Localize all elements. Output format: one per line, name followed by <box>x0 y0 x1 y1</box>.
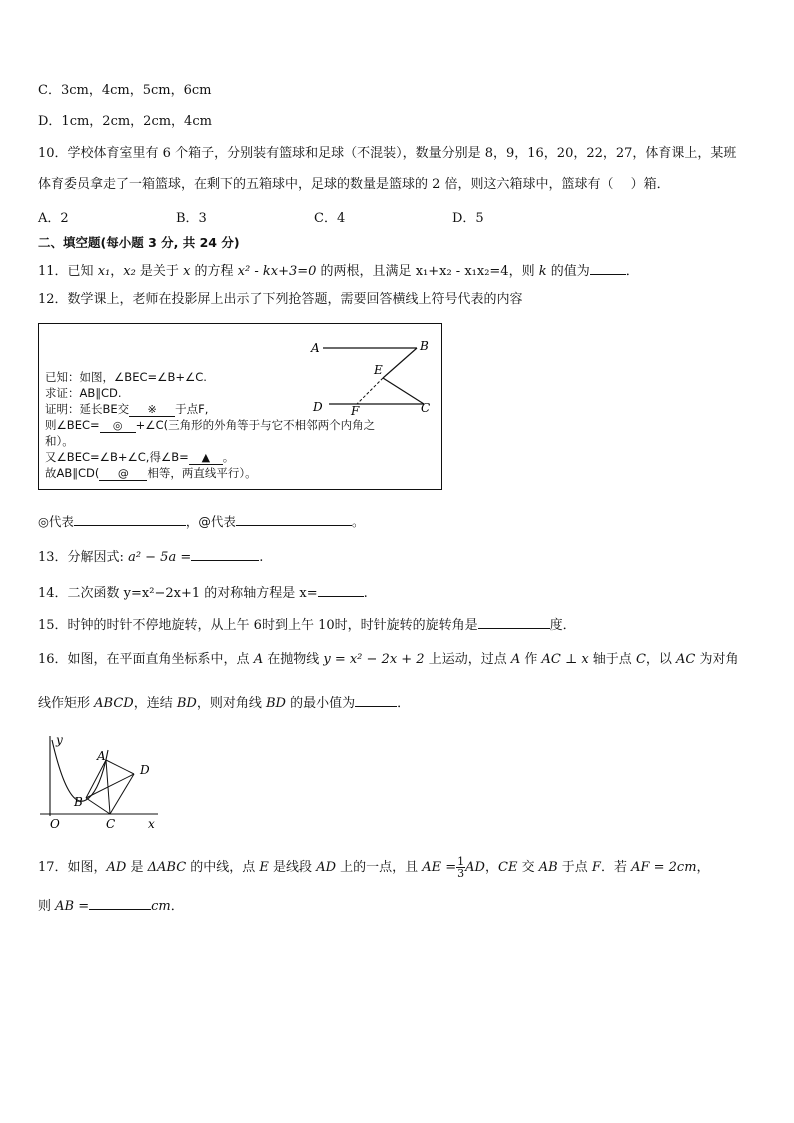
q17-segment-ab: AB <box>538 860 558 875</box>
q16-text: 线作矩形 <box>38 696 95 711</box>
q17-text: ， <box>696 860 710 875</box>
answer-end: 。 <box>351 514 365 529</box>
proof-prove: 求证：AB∥CD. <box>45 386 122 400</box>
q17-fraction <box>456 856 465 879</box>
q17-line-2 <box>38 895 184 916</box>
proof-text: 故AB∥CD( <box>45 466 100 480</box>
answer-blank[interactable] <box>89 895 151 910</box>
q11-text: 的值为 <box>546 264 590 279</box>
line-be <box>383 348 417 378</box>
q9-option-d: D．1cm，2cm，2cm，4cm <box>38 114 212 129</box>
proof-step-3 <box>45 450 234 465</box>
q17-triangle: ΔABC <box>147 860 187 875</box>
q16-text: ，则对角线 <box>196 696 266 711</box>
answer-blank-at[interactable] <box>236 511 352 526</box>
q16-segment-bd: BD <box>176 696 197 711</box>
label-f: F <box>351 404 360 418</box>
q11-text: 的方程 <box>190 264 238 279</box>
answer-blank[interactable] <box>318 582 364 597</box>
q11-x2: x₂ <box>123 264 136 279</box>
q11-sep: ， <box>110 264 124 279</box>
q17-end: ． <box>170 899 184 914</box>
q17-text: 是线段 <box>268 860 317 875</box>
proof-step-1 <box>45 402 208 417</box>
q17-af: AF = 2cm <box>631 860 697 875</box>
line-ef-dashed <box>357 378 383 404</box>
proof-text: +∠C(三角形的外角等于与它不相邻两个内角之 <box>135 418 376 432</box>
q16-parabola: y = x² − 2x + 2 <box>323 652 425 667</box>
q17-text: 则 <box>38 899 56 914</box>
proof-text: 则∠BEC= <box>45 418 100 432</box>
q17-segment-ad: AD <box>106 860 127 875</box>
answer-blank[interactable] <box>191 546 259 561</box>
q15 <box>38 614 576 635</box>
q17-text: 交 <box>517 860 539 875</box>
q16-line-2 <box>38 692 410 713</box>
q17-segment-ad: AD <box>316 860 336 875</box>
q10-line-1: 10．学校体育室里有 6 个箱子，分别装有篮球和足球（不混装），数量分别是 8，9，16，20，22，27，体育课上，某班 <box>38 146 737 161</box>
blank-symbol-circle: ◎ <box>100 419 136 433</box>
q16-segment-bd: BD <box>265 696 286 711</box>
q11-text: 是关于 <box>135 264 184 279</box>
q17-text: 于点 <box>557 860 592 875</box>
q17-ab: AB = <box>55 899 90 914</box>
blank-symbol-at: @ <box>99 467 147 481</box>
q16-text: 16．如图，在平面直角坐标系中，点 <box>38 652 254 667</box>
q16-text: 上运动，过点 <box>424 652 511 667</box>
q16-line-1 <box>38 651 739 669</box>
q17-segment-ad: AD <box>465 860 485 875</box>
q17-text: 上的一点，且 <box>336 860 423 875</box>
q17-point-f: F <box>591 860 601 875</box>
answer-label: ◎代表 <box>38 514 74 529</box>
q14-end: . <box>363 586 368 601</box>
q17-unit: cm <box>151 899 171 914</box>
q10-option-a: A．2 <box>38 211 69 226</box>
q17-text: 是 <box>126 860 148 875</box>
line-ec <box>383 378 424 404</box>
q10-option-c: C．4 <box>314 211 346 226</box>
q16-text: 在抛物线 <box>263 652 324 667</box>
q17-ae: AE = <box>422 860 457 875</box>
q9-option-c: C．3cm，4cm，5cm，6cm <box>38 83 212 98</box>
q13-end: . <box>259 550 264 565</box>
label-e: E <box>374 363 383 377</box>
q16-text: 作 <box>520 652 542 667</box>
fraction-numerator: 1 <box>457 855 465 868</box>
proof-text: 。 <box>222 450 235 464</box>
segment-bc <box>86 798 110 814</box>
label-d: D <box>140 763 150 777</box>
answer-label: ，@代表 <box>185 514 236 529</box>
segment-ba <box>86 760 106 798</box>
q16-text: ，连结 <box>133 696 177 711</box>
answer-blank[interactable] <box>478 614 550 629</box>
q14-text: 14．二次函数 y=x²−2x+1 的对称轴方程是 x= <box>38 586 318 601</box>
label-b: B <box>74 795 83 809</box>
q11-k: k <box>538 264 547 279</box>
q12-answer <box>38 511 364 531</box>
proof-text: 相等，两直线平行）。 <box>147 466 257 480</box>
proof-step-4 <box>45 466 257 481</box>
q17-text: 17．如图， <box>38 860 107 875</box>
answer-blank[interactable] <box>590 260 626 275</box>
q11-text: 的两根，且满足 <box>316 264 416 279</box>
blank-symbol-asterisk: ※ <box>129 403 175 417</box>
q11-equation: x² - kx+3=0 <box>237 264 317 279</box>
q11-condition: x₁+x₂ - x₁x₂=4 <box>415 264 509 279</box>
q11 <box>38 260 639 281</box>
q16-point-a: A <box>253 652 264 667</box>
q16-perpendicular: AC ⊥ x <box>541 652 589 667</box>
q15-text: 15．时钟的时针不停地旋转，从上午 6时到上午 10时，时针旋转的旋转角是 <box>38 618 478 633</box>
segment-ad <box>106 760 134 774</box>
fraction-denominator: 3 <box>457 867 465 880</box>
q16-text: 为对角 <box>695 652 739 667</box>
q16-figure <box>38 730 168 835</box>
q16-end: ． <box>397 696 411 711</box>
proof-step-2 <box>45 418 375 433</box>
proof-text: 又∠BEC=∠B+∠C,得∠B= <box>45 450 189 464</box>
proof-text: 于点F, <box>175 402 209 416</box>
q10-line-2: 体育委员拿走了一箱篮球，在剩下的五箱球中，足球的数量是篮球的 2 倍，则这六箱球中，篮球有（ ）箱． <box>38 177 670 192</box>
q17-line-1 <box>38 855 710 881</box>
q16-point-a: A <box>510 652 521 667</box>
blank-symbol-triangle: ▲ <box>189 451 223 465</box>
q15-end: 度． <box>549 618 576 633</box>
q13 <box>38 546 263 567</box>
q17-text: ， <box>484 860 498 875</box>
q11-text: 11．已知 <box>38 264 98 279</box>
q13-expression: a² − 5a = <box>128 550 192 565</box>
label-x: x <box>148 817 155 831</box>
q17-text: ．若 <box>600 860 632 875</box>
q11-text: ，则 <box>508 264 539 279</box>
label-a: A <box>97 749 106 763</box>
q17-segment-ce: CE <box>498 860 518 875</box>
q11-x1: x₁ <box>97 264 111 279</box>
label-b: B <box>420 339 429 353</box>
proof-given: 已知：如图，∠BEC=∠B+∠C. <box>45 370 207 384</box>
proof-step-2b: 和）。 <box>45 434 74 448</box>
label-d: D <box>313 400 323 414</box>
label-c: C <box>106 817 116 831</box>
label-o: O <box>50 817 60 831</box>
q17-text: 的中线，点 <box>186 860 260 875</box>
answer-blank-circle[interactable] <box>74 511 186 526</box>
q11-end: ． <box>625 264 639 279</box>
answer-blank[interactable] <box>355 692 397 707</box>
q10-option-b: B．3 <box>176 211 207 226</box>
q16-segment-ac: AC <box>676 652 696 667</box>
label-a: A <box>311 341 320 355</box>
q12-proof-box <box>38 323 442 490</box>
q14 <box>38 582 368 603</box>
q17-point-e: E <box>259 860 269 875</box>
proof-text: 证明：延长BE交 <box>45 402 130 416</box>
q16-text: ，以 <box>645 652 677 667</box>
section-title: 二、填空题(每小题 3 分, 共 24 分) <box>38 235 240 250</box>
q13-text: 13．分解因式: <box>38 550 129 565</box>
q16-text: 轴于点 <box>588 652 636 667</box>
label-c: C <box>421 401 431 415</box>
q10-option-d: D．5 <box>452 211 484 226</box>
q16-text: 的最小值为 <box>285 696 356 711</box>
q11-x: x <box>183 264 191 279</box>
q12-text: 12．数学课上，老师在投影屏上出示了下列抢答题，需要回答横线上符号代表的内容 <box>38 292 523 307</box>
q16-point-c: C <box>635 652 646 667</box>
q16-rectangle: ABCD <box>94 696 134 711</box>
label-y: y <box>56 733 63 747</box>
